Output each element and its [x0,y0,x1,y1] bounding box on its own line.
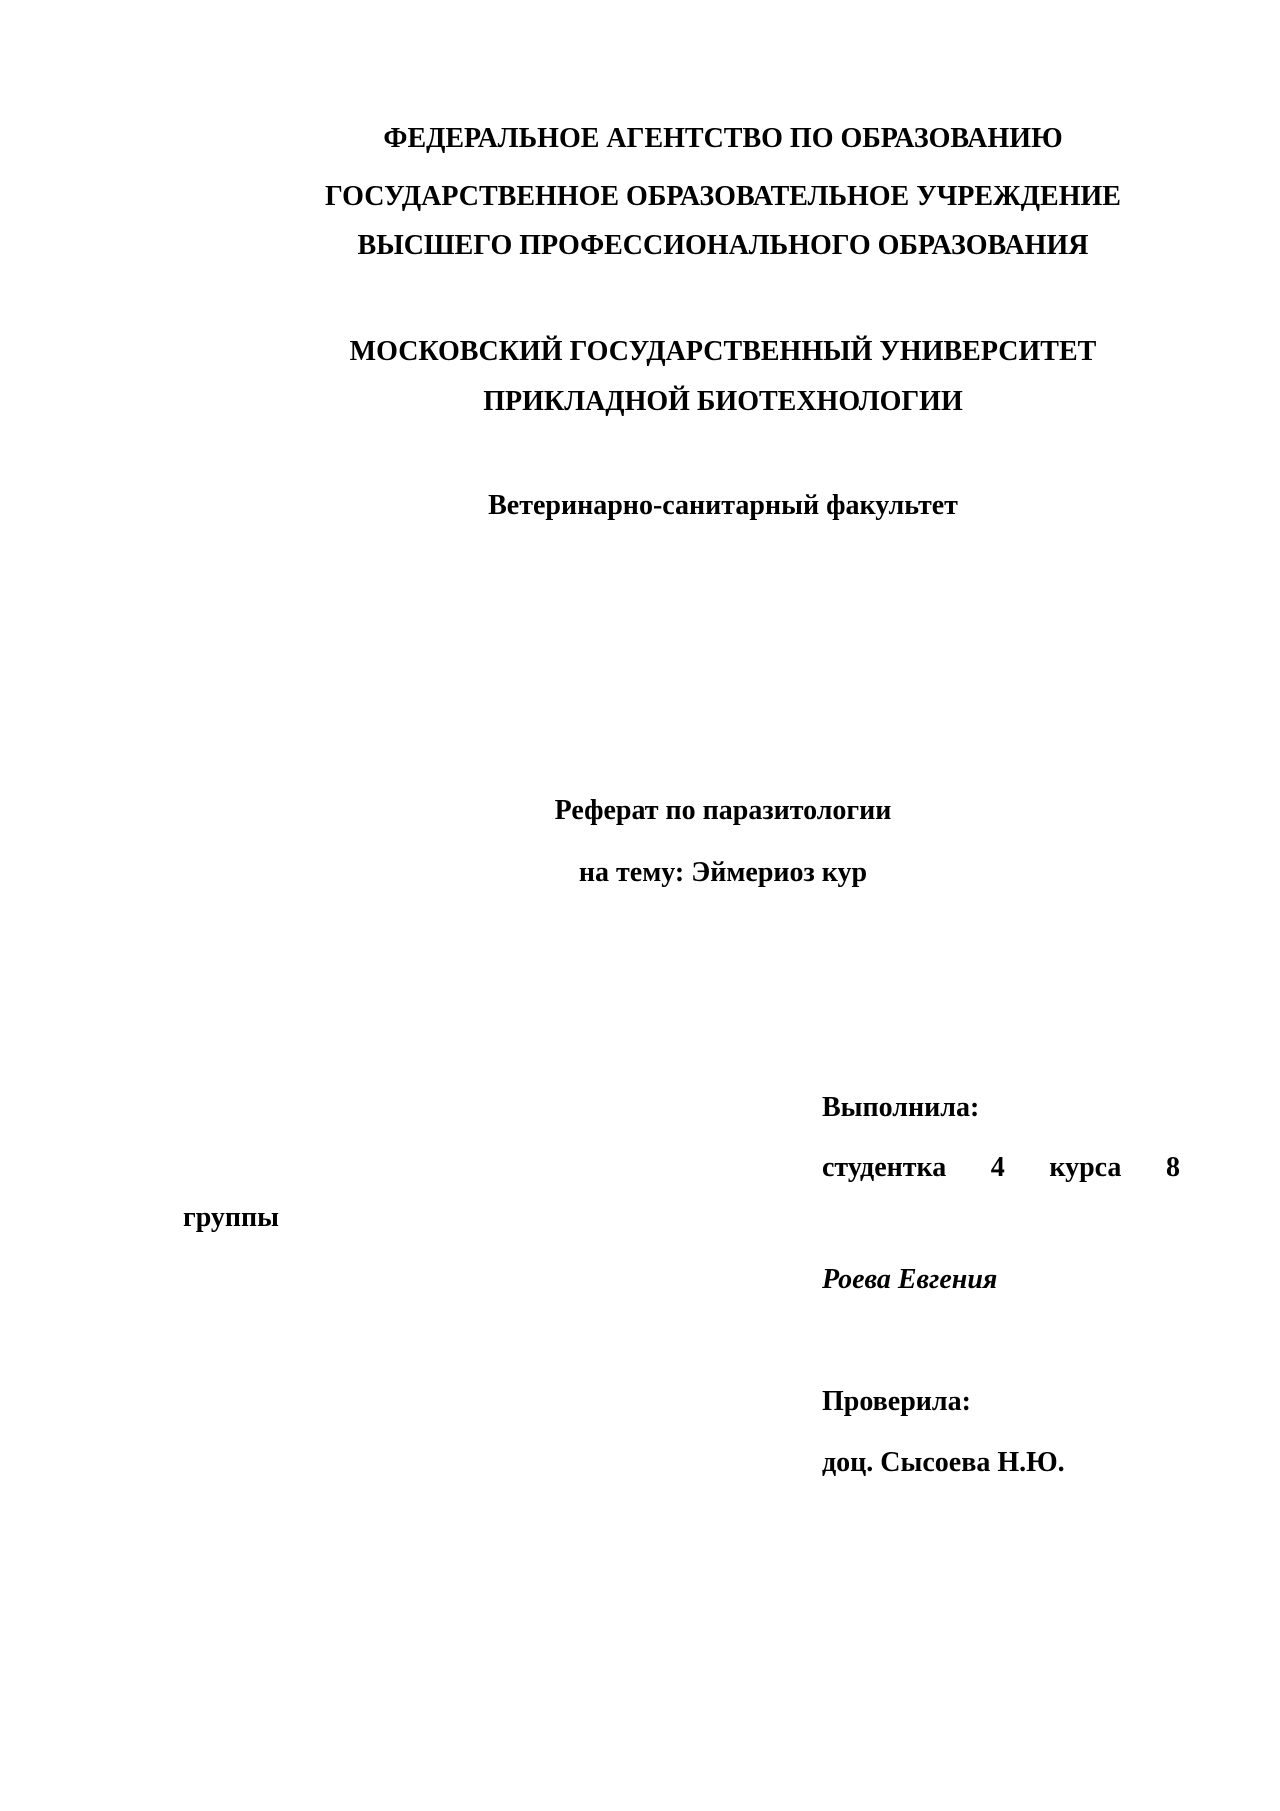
report-topic: на тему: Эймериоз кур [578,857,868,888]
report-title: Реферат по паразитологии [554,795,892,826]
performed-by-label: Выполнила: [822,1092,980,1123]
agency-heading: ФЕДЕРАЛЬНОЕ АГЕНТСТВО ПО ОБРАЗОВАНИЮ [383,123,1063,154]
student-word: студентка [822,1152,947,1183]
student-name: Роева Евгения [822,1264,998,1295]
checked-by-label: Проверила: [822,1386,971,1417]
institution-heading-line1: ГОСУДАРСТВЕННОЕ ОБРАЗОВАТЕЛЬНОЕ УЧРЕЖДЕНИЕ [325,181,1121,212]
course-number: 4 [990,1152,1005,1183]
group-number: 8 [1165,1152,1180,1183]
course-word: курса [1049,1152,1122,1183]
university-heading-line1: МОСКОВСКИЙ ГОСУДАРСТВЕННЫЙ УНИВЕРСИТЕТ [349,336,1097,367]
student-course-row [822,1151,1180,1185]
institution-heading-line2: ВЫСШЕГО ПРОФЕССИОНАЛЬНОГО ОБРАЗОВАНИЯ [357,230,1089,261]
faculty-heading: Ветеринарно-санитарный факультет [488,490,958,521]
group-word: группы [183,1202,280,1233]
reviewer-name: доц. Сысоева Н.Ю. [822,1447,1065,1478]
university-heading-line2: ПРИКЛАДНОЙ БИОТЕХНОЛОГИИ [483,386,963,417]
